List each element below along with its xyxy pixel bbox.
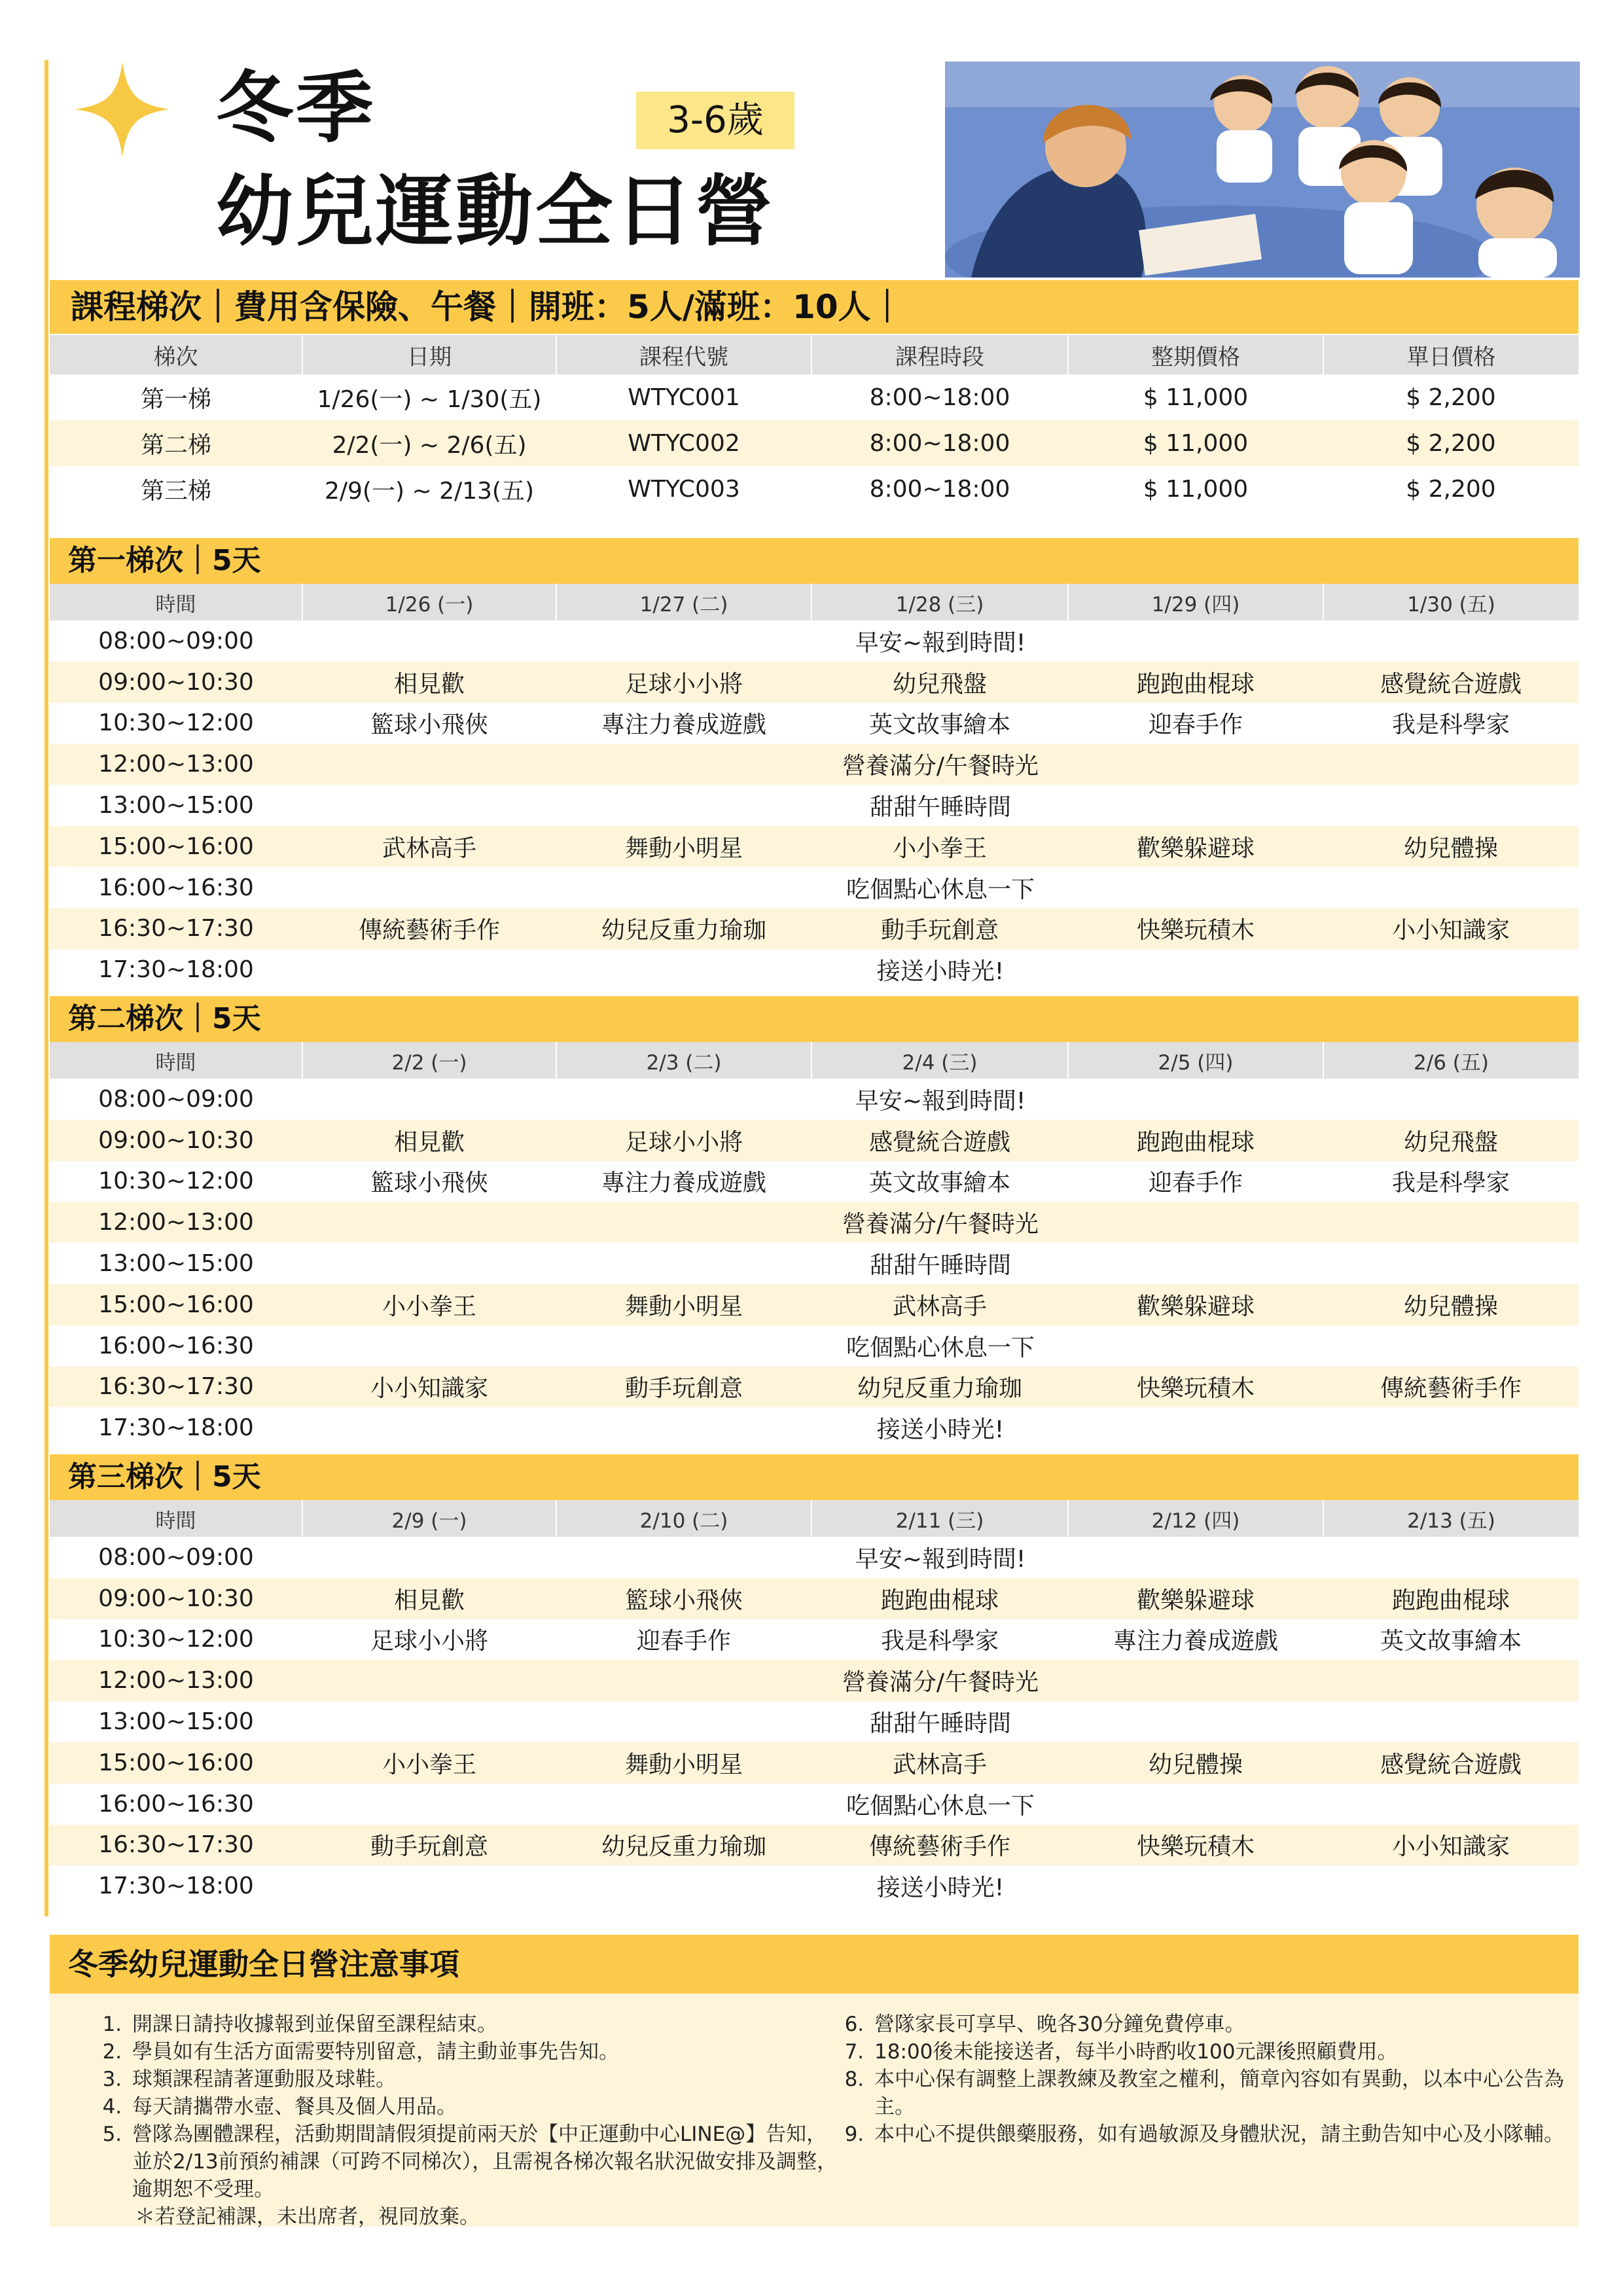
price-row — [50, 466, 1578, 512]
activity-cell: 籃球小飛俠 — [370, 1170, 488, 1197]
time-cell: 12:00~13:00 — [50, 1202, 302, 1243]
price-cell: WTYC003 — [628, 475, 740, 503]
price-cell: 第一梯 — [140, 386, 211, 413]
price-cell: $ 11,000 — [1143, 384, 1249, 411]
time-cell: 08:00~09:00 — [98, 627, 254, 655]
activity-cell: 感覺統合遊戲 — [812, 1120, 1068, 1161]
schedule-header-cell: 2/5 (四) — [1068, 1042, 1323, 1079]
activity-cell: 幼兒飛盤 — [812, 662, 1068, 703]
time-cell: 10:30~12:00 — [98, 1626, 254, 1653]
four-point-star-icon — [73, 60, 171, 158]
activity-cell: 我是科學家 — [1391, 1170, 1510, 1197]
merged-activity-cell: 吃個點心休息一下 — [846, 1792, 1035, 1820]
activity-cell: 歡樂躲避球 — [1068, 1284, 1323, 1325]
notice-item: 3. 球類課程請著運動服及球鞋。 — [128, 2066, 842, 2093]
schedule-row — [50, 1865, 1578, 1907]
schedule-row — [50, 1367, 1578, 1408]
course-info-band: 課程梯次｜費用含保險、午餐｜開班：5人/滿班：10人｜ — [50, 280, 1578, 334]
activity-cell: 迎春手作 — [1148, 1170, 1243, 1197]
merged-activity-cell: 甜甜午睡時間 — [869, 1710, 1011, 1738]
schedule-header-cell: 2/6 (五) — [1323, 1042, 1578, 1079]
notice-list-right — [831, 2011, 1564, 2148]
header-cell: 課程代號 — [556, 335, 812, 374]
schedule-row — [50, 785, 1578, 826]
activity-cell: 我是科學家 — [880, 1628, 999, 1655]
activity-cell: 快樂玩積木 — [1068, 1367, 1323, 1408]
time-cell: 15:00~16:00 — [50, 1284, 302, 1325]
activity-cell: 動手玩創意 — [812, 908, 1068, 950]
time-cell: 09:00~10:30 — [50, 662, 302, 703]
schedule-week-2 — [50, 1042, 1578, 1448]
time-cell: 10:30~12:00 — [98, 1168, 254, 1195]
price-cell: 2/2(一) ~ 2/6(五) — [302, 420, 556, 466]
schedule-header-cell: 2/9 (一) — [302, 1500, 556, 1537]
activity-cell: 幼兒反重力瑜珈 — [556, 908, 812, 950]
header-cell: 整期價格 — [1068, 335, 1323, 374]
time-cell: 16:00~16:30 — [98, 1332, 254, 1359]
price-table — [50, 335, 1578, 512]
notice-item: 4. 每天請攜帶水壺、餐具及個人用品。 — [128, 2093, 842, 2121]
schedule-week-1 — [50, 584, 1578, 990]
notice-item: 1. 開課日請持收據報到並保留至課程結束。 — [128, 2011, 842, 2038]
schedule-header — [50, 1500, 1578, 1537]
time-cell: 16:00~16:30 — [98, 874, 254, 901]
time-cell: 16:30~17:30 — [50, 908, 302, 950]
price-row — [50, 374, 1578, 420]
schedule-row — [50, 1660, 1578, 1701]
activity-cell: 幼兒體操 — [1323, 1284, 1578, 1325]
activity-cell: 小小知識家 — [1323, 1825, 1578, 1866]
time-cell: 08:00~09:00 — [98, 1085, 254, 1113]
price-cell: $ 11,000 — [1143, 475, 1249, 503]
price-row — [50, 420, 1578, 466]
notice-box — [50, 1994, 1578, 2227]
schedule-header-cell: 時間 — [50, 584, 302, 620]
activity-cell: 跑跑曲棍球 — [1323, 1578, 1578, 1619]
merged-activity-cell: 吃個點心休息一下 — [846, 1334, 1035, 1361]
activity-cell: 武林高手 — [302, 826, 556, 867]
price-table-header — [50, 335, 1578, 374]
schedule-row — [50, 703, 1578, 744]
schedule-header-cell: 1/28 (三) — [812, 584, 1068, 620]
activity-cell: 傳統藝術手作 — [302, 908, 556, 950]
schedule-row — [50, 1619, 1578, 1660]
left-accent-bar — [45, 60, 48, 1916]
activity-cell: 跑跑曲棍球 — [1068, 1120, 1323, 1161]
activity-cell: 足球小小將 — [556, 662, 812, 703]
activity-cell: 英文故事繪本 — [1380, 1628, 1522, 1655]
price-cell: 8:00~18:00 — [869, 384, 1010, 411]
schedule-row — [50, 1202, 1578, 1243]
schedule-row — [50, 1325, 1578, 1367]
merged-activity-cell: 營養滿分/午餐時光 — [302, 1660, 1578, 1701]
schedule-header-cell: 1/30 (五) — [1323, 584, 1578, 620]
time-cell: 16:00~16:30 — [98, 1790, 254, 1818]
activity-cell: 迎春手作 — [636, 1628, 731, 1655]
notice-title: 冬季幼兒運動全日營注意事項 — [50, 1935, 1578, 1994]
notice-item: 9. 本中心不提供餵藥服務，如有過敏源及身體狀況，請主動告知中心及小隊輔。 — [870, 2121, 1564, 2148]
time-cell: 17:30~18:00 — [98, 956, 254, 984]
time-cell: 17:30~18:00 — [98, 1414, 254, 1442]
activity-cell: 小小知識家 — [302, 1367, 556, 1408]
activity-cell: 動手玩創意 — [556, 1367, 812, 1408]
price-cell: $ 2,200 — [1406, 384, 1496, 411]
schedule-header-cell: 2/12 (四) — [1068, 1500, 1323, 1537]
time-cell: 13:00~15:00 — [98, 1250, 254, 1278]
activity-cell: 專注力養成遊戲 — [601, 711, 766, 739]
schedule-row — [50, 1243, 1578, 1284]
time-cell: 15:00~16:00 — [50, 1742, 302, 1784]
time-cell: 16:30~17:30 — [50, 1825, 302, 1866]
page-title-line1: 冬季 — [216, 63, 376, 153]
time-cell: 09:00~10:30 — [50, 1120, 302, 1161]
schedule-row — [50, 867, 1578, 908]
activity-cell: 足球小小將 — [556, 1120, 812, 1161]
price-cell: 8:00~18:00 — [869, 475, 1010, 503]
activity-cell: 專注力養成遊戲 — [1113, 1628, 1278, 1655]
activity-cell: 傳統藝術手作 — [1323, 1367, 1578, 1408]
schedule-row — [50, 662, 1578, 703]
activity-cell: 小小拳王 — [812, 826, 1068, 867]
merged-activity-cell: 早安~報到時間! — [855, 629, 1026, 656]
activity-cell: 幼兒體操 — [1068, 1742, 1323, 1784]
time-cell: 12:00~13:00 — [50, 1660, 302, 1701]
notice-item: 5. 營隊為團體課程，活動期間請假須提前兩天於【中正運動中心LINE@】告知，並於2/13前預約補課（可跨不同梯次），且需視各梯次報名狀況做安排及調整，逾期恕不受理。 ＊若登記補課，未出席者，視同放棄。 — [128, 2121, 842, 2231]
activity-cell: 籃球小飛俠 — [556, 1578, 812, 1619]
schedule-row — [50, 1578, 1578, 1619]
hero-photo — [945, 62, 1580, 278]
schedule-header — [50, 1042, 1578, 1079]
schedule-header-cell: 1/29 (四) — [1068, 584, 1323, 620]
activity-cell: 足球小小將 — [370, 1628, 488, 1655]
merged-activity-cell: 營養滿分/午餐時光 — [302, 1202, 1578, 1243]
activity-cell: 感覺統合遊戲 — [1323, 662, 1578, 703]
activity-cell: 快樂玩積木 — [1068, 1825, 1323, 1866]
age-badge: 3-6歲 — [636, 92, 794, 149]
activity-cell: 跑跑曲棍球 — [1068, 662, 1323, 703]
price-cell: 8:00~18:00 — [812, 420, 1068, 466]
header-cell: 單日價格 — [1323, 335, 1578, 374]
schedule-header-cell: 時間 — [50, 1500, 302, 1537]
notice-item: 7. 18:00後未能接送者，每半小時酌收100元課後照顧費用。 — [870, 2038, 1564, 2066]
activity-cell: 幼兒反重力瑜珈 — [812, 1367, 1068, 1408]
activity-cell: 歡樂躲避球 — [1068, 826, 1323, 867]
schedule-week-3 — [50, 1500, 1578, 1907]
time-cell: 17:30~18:00 — [98, 1873, 254, 1900]
activity-cell: 歡樂躲避球 — [1068, 1578, 1323, 1619]
schedule-header-cell: 2/4 (三) — [812, 1042, 1068, 1079]
schedule-header — [50, 584, 1578, 620]
header-cell: 梯次 — [50, 335, 302, 374]
activity-cell: 相見歡 — [302, 662, 556, 703]
schedule-header-cell: 2/10 (二) — [556, 1500, 812, 1537]
activity-cell: 舞動小明星 — [556, 1284, 812, 1325]
merged-activity-cell: 早安~報到時間! — [855, 1545, 1026, 1573]
schedule-header-cell: 2/13 (五) — [1323, 1500, 1578, 1537]
price-cell: WTYC001 — [628, 384, 740, 411]
activity-cell: 相見歡 — [302, 1120, 556, 1161]
schedule-header-cell: 2/2 (一) — [302, 1042, 556, 1079]
time-cell: 08:00~09:00 — [98, 1543, 254, 1571]
time-cell: 13:00~15:00 — [98, 792, 254, 819]
schedule-row — [50, 949, 1578, 990]
activity-cell: 幼兒體操 — [1323, 826, 1578, 867]
schedule-row — [50, 908, 1578, 950]
activity-cell: 動手玩創意 — [302, 1825, 556, 1866]
schedule-header-cell: 1/26 (一) — [302, 584, 556, 620]
schedule-row — [50, 1825, 1578, 1866]
schedule-row — [50, 826, 1578, 867]
schedule-row — [50, 1537, 1578, 1578]
time-cell: 10:30~12:00 — [98, 709, 254, 737]
activity-cell: 專注力養成遊戲 — [601, 1170, 766, 1197]
notice-subnote: ＊若登記補課，未出席者，視同放棄。 — [135, 2205, 480, 2229]
notice-list-left — [89, 2011, 842, 2231]
time-cell: 13:00~15:00 — [98, 1708, 254, 1736]
activity-cell: 英文故事繪本 — [868, 711, 1010, 739]
activity-cell: 英文故事繪本 — [868, 1170, 1010, 1197]
schedule-row — [50, 1079, 1578, 1120]
merged-activity-cell: 營養滿分/午餐時光 — [302, 744, 1578, 785]
merged-activity-cell: 接送小時光! — [876, 1416, 1005, 1444]
schedule-row — [50, 620, 1578, 662]
schedule-row — [50, 1161, 1578, 1202]
schedule-row — [50, 1407, 1578, 1448]
time-cell: 15:00~16:00 — [50, 826, 302, 867]
page-title-line2: 幼兒運動全日營 — [216, 166, 776, 257]
week-3-title: 第三梯次｜5天 — [50, 1454, 1578, 1500]
schedule-row — [50, 1284, 1578, 1325]
header-cell: 日期 — [302, 335, 556, 374]
activity-cell: 幼兒飛盤 — [1323, 1120, 1578, 1161]
merged-activity-cell: 吃個點心休息一下 — [846, 876, 1035, 903]
schedule-row — [50, 1742, 1578, 1784]
schedule-header-cell: 1/27 (二) — [556, 584, 812, 620]
week-2-title: 第二梯次｜5天 — [50, 996, 1578, 1042]
merged-activity-cell: 甜甜午睡時間 — [869, 1252, 1011, 1280]
notice-item: 8. 本中心保有調整上課教練及教室之權利，簡章內容如有異動，以本中心公告為主。 — [870, 2066, 1564, 2121]
activity-cell: 舞動小明星 — [556, 1742, 812, 1784]
schedule-row — [50, 1120, 1578, 1161]
schedule-header-cell: 2/11 (三) — [812, 1500, 1068, 1537]
merged-activity-cell: 早安~報到時間! — [855, 1087, 1026, 1115]
schedule-row — [50, 1784, 1578, 1825]
price-cell: 第二梯 — [50, 420, 302, 466]
schedule-row — [50, 744, 1578, 785]
merged-activity-cell: 接送小時光! — [876, 958, 1005, 986]
time-cell: 16:30~17:30 — [50, 1367, 302, 1408]
activity-cell: 小小知識家 — [1323, 908, 1578, 950]
activity-cell: 小小拳王 — [302, 1742, 556, 1784]
price-cell: WTYC002 — [556, 420, 812, 466]
activity-cell: 傳統藝術手作 — [812, 1825, 1068, 1866]
schedule-header-cell: 2/3 (二) — [556, 1042, 812, 1079]
notice-item: 6. 營隊家長可享早、晚各30分鐘免費停車。 — [870, 2011, 1564, 2038]
price-cell: $ 11,000 — [1068, 420, 1323, 466]
time-cell: 09:00~10:30 — [50, 1578, 302, 1619]
activity-cell: 相見歡 — [302, 1578, 556, 1619]
notice-item: 2. 學員如有生活方面需要特別留意，請主動並事先告知。 — [128, 2038, 842, 2066]
activity-cell: 武林高手 — [812, 1742, 1068, 1784]
schedule-row — [50, 1701, 1578, 1742]
hero-photo-illustration — [945, 62, 1580, 278]
header-cell: 課程時段 — [812, 335, 1068, 374]
week-1-title: 第一梯次｜5天 — [50, 538, 1578, 584]
price-cell: 2/9(一) ~ 2/13(五) — [324, 477, 534, 505]
activity-cell: 幼兒反重力瑜珈 — [556, 1825, 812, 1866]
time-cell: 12:00~13:00 — [50, 744, 302, 785]
activity-cell: 籃球小飛俠 — [370, 711, 488, 739]
price-cell: $ 2,200 — [1406, 475, 1496, 503]
activity-cell: 我是科學家 — [1391, 711, 1510, 739]
price-cell: 第三梯 — [140, 477, 211, 505]
activity-cell: 跑跑曲棍球 — [812, 1578, 1068, 1619]
activity-cell: 小小拳王 — [302, 1284, 556, 1325]
activity-cell: 武林高手 — [812, 1284, 1068, 1325]
activity-cell: 迎春手作 — [1148, 711, 1243, 739]
activity-cell: 舞動小明星 — [556, 826, 812, 867]
activity-cell: 快樂玩積木 — [1068, 908, 1323, 950]
merged-activity-cell: 接送小時光! — [876, 1874, 1005, 1902]
price-cell: 1/26(一) ~ 1/30(五) — [317, 386, 542, 413]
merged-activity-cell: 甜甜午睡時間 — [869, 794, 1011, 821]
activity-cell: 感覺統合遊戲 — [1323, 1742, 1578, 1784]
schedule-header-cell: 時間 — [50, 1042, 302, 1079]
price-cell: $ 2,200 — [1323, 420, 1578, 466]
